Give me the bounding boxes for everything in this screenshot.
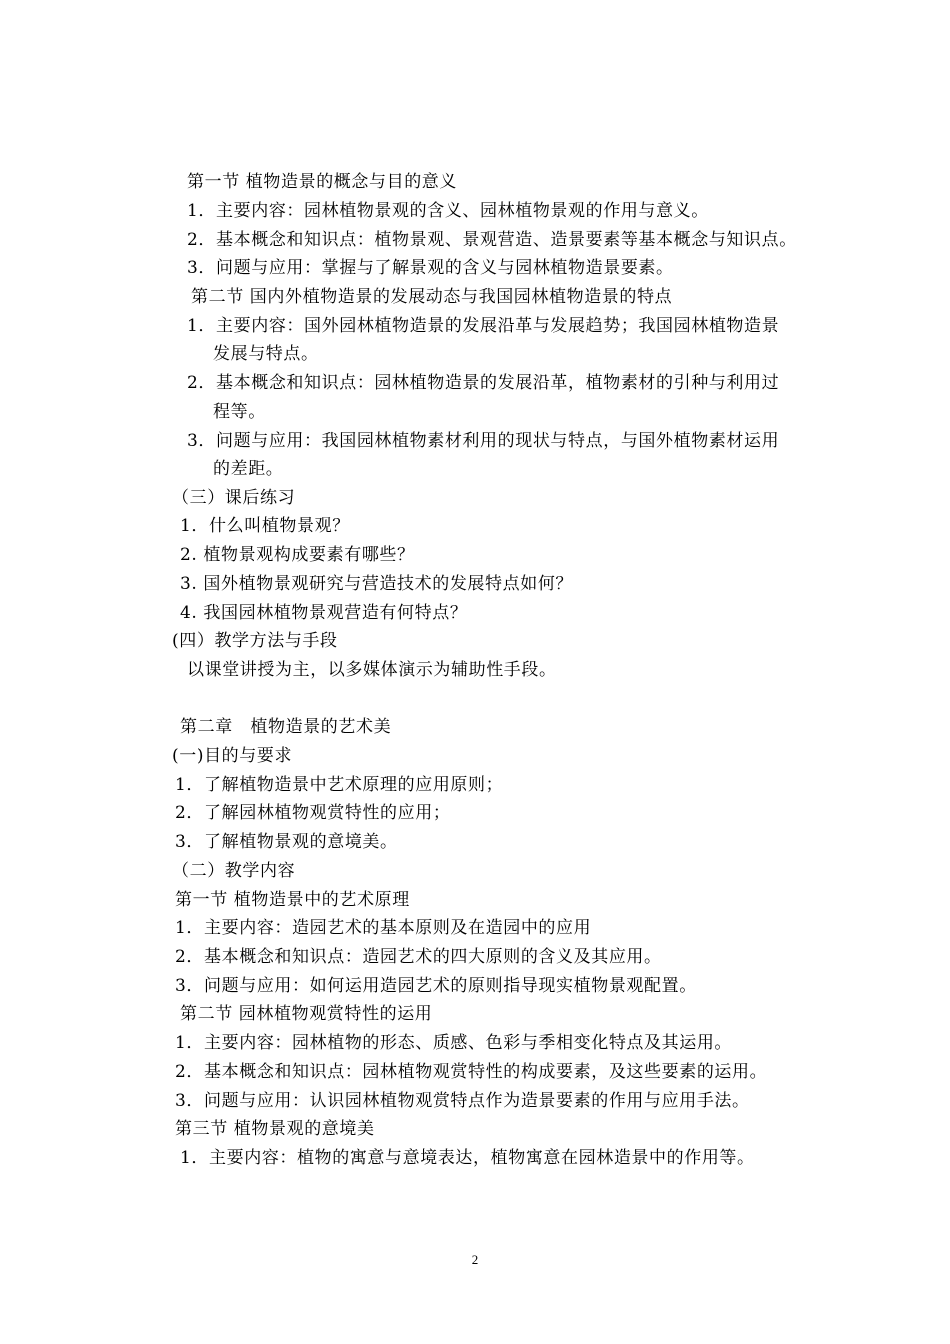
subsection-heading: (四）教学方法与手段: [172, 631, 338, 651]
section-heading: 第一节 植物造景中的艺术原理: [175, 890, 410, 910]
list-item: 1．主要内容：园林植物的形态、质感、色彩与季相变化特点及其运用。: [175, 1033, 733, 1053]
list-item: 3．问题与应用：掌握与了解景观的含义与园林植物造景要素。: [187, 258, 674, 278]
list-item-continuation: 发展与特点。: [213, 344, 319, 364]
list-item: 3．问题与应用：我国园林植物素材利用的现状与特点，与国外植物素材运用: [187, 431, 780, 451]
subsection-heading: （二）教学内容: [172, 861, 296, 881]
section-heading: 第二节 园林植物观赏特性的运用: [180, 1004, 433, 1024]
list-item: 2．基本概念和知识点：园林植物造景的发展沿革，植物素材的引种与利用过: [187, 373, 780, 393]
section-heading: 第二节 国内外植物造景的发展动态与我国园林植物造景的特点: [191, 287, 673, 307]
subsection-heading: （三）课后练习: [172, 488, 296, 508]
list-item: 1．主要内容：造园艺术的基本原则及在造园中的应用: [175, 918, 592, 938]
list-item: 4. 我国园林植物景观营造有何特点？: [180, 603, 468, 623]
list-item-continuation: 的差距。: [213, 459, 284, 479]
list-item: 2. 植物景观构成要素有哪些？: [180, 545, 415, 565]
section-heading: 第一节 植物造景的概念与目的意义: [187, 172, 458, 192]
chapter-heading: 第二章 植物造景的艺术美: [180, 717, 392, 737]
list-item: 2．基本概念和知识点：造园艺术的四大原则的含义及其应用。: [175, 947, 662, 967]
list-item: 1．了解植物造景中艺术原理的应用原则；: [175, 775, 504, 795]
list-item: 3．问题与应用：如何运用造园艺术的原则指导现实植物景观配置。: [175, 976, 697, 996]
list-item: 3. 国外植物景观研究与营造技术的发展特点如何？: [180, 574, 574, 594]
list-item: 2．了解园林植物观赏特性的应用；: [175, 803, 451, 823]
page-number: 2: [471, 1252, 479, 1267]
list-item: 1．什么叫植物景观？: [180, 516, 350, 536]
list-item: 3．问题与应用：认识园林植物观赏特点作为造景要素的作用与应用手法。: [175, 1091, 750, 1111]
list-item: 1．主要内容：植物的寓意与意境表达，植物寓意在园林造景中的作用等。: [180, 1148, 755, 1168]
list-item: 3．了解植物景观的意境美。: [175, 832, 398, 852]
list-item-continuation: 程等。: [213, 402, 266, 422]
list-item: 2．基本概念和知识点：园林植物观赏特性的构成要素，及这些要素的运用。: [175, 1062, 768, 1082]
list-item: 2．基本概念和知识点：植物景观、景观营造、造景要素等基本概念与知识点。: [187, 230, 797, 250]
paragraph: 以课堂讲授为主，以多媒体演示为辅助性手段。: [187, 660, 557, 680]
list-item: 1．主要内容：园林植物景观的含义、园林植物景观的作用与意义。: [187, 201, 709, 221]
list-item: 1．主要内容：国外园林植物造景的发展沿革与发展趋势；我国园林植物造景: [187, 316, 780, 336]
section-heading: 第三节 植物景观的意境美: [175, 1119, 375, 1139]
subsection-heading: (一)目的与要求: [172, 746, 293, 766]
